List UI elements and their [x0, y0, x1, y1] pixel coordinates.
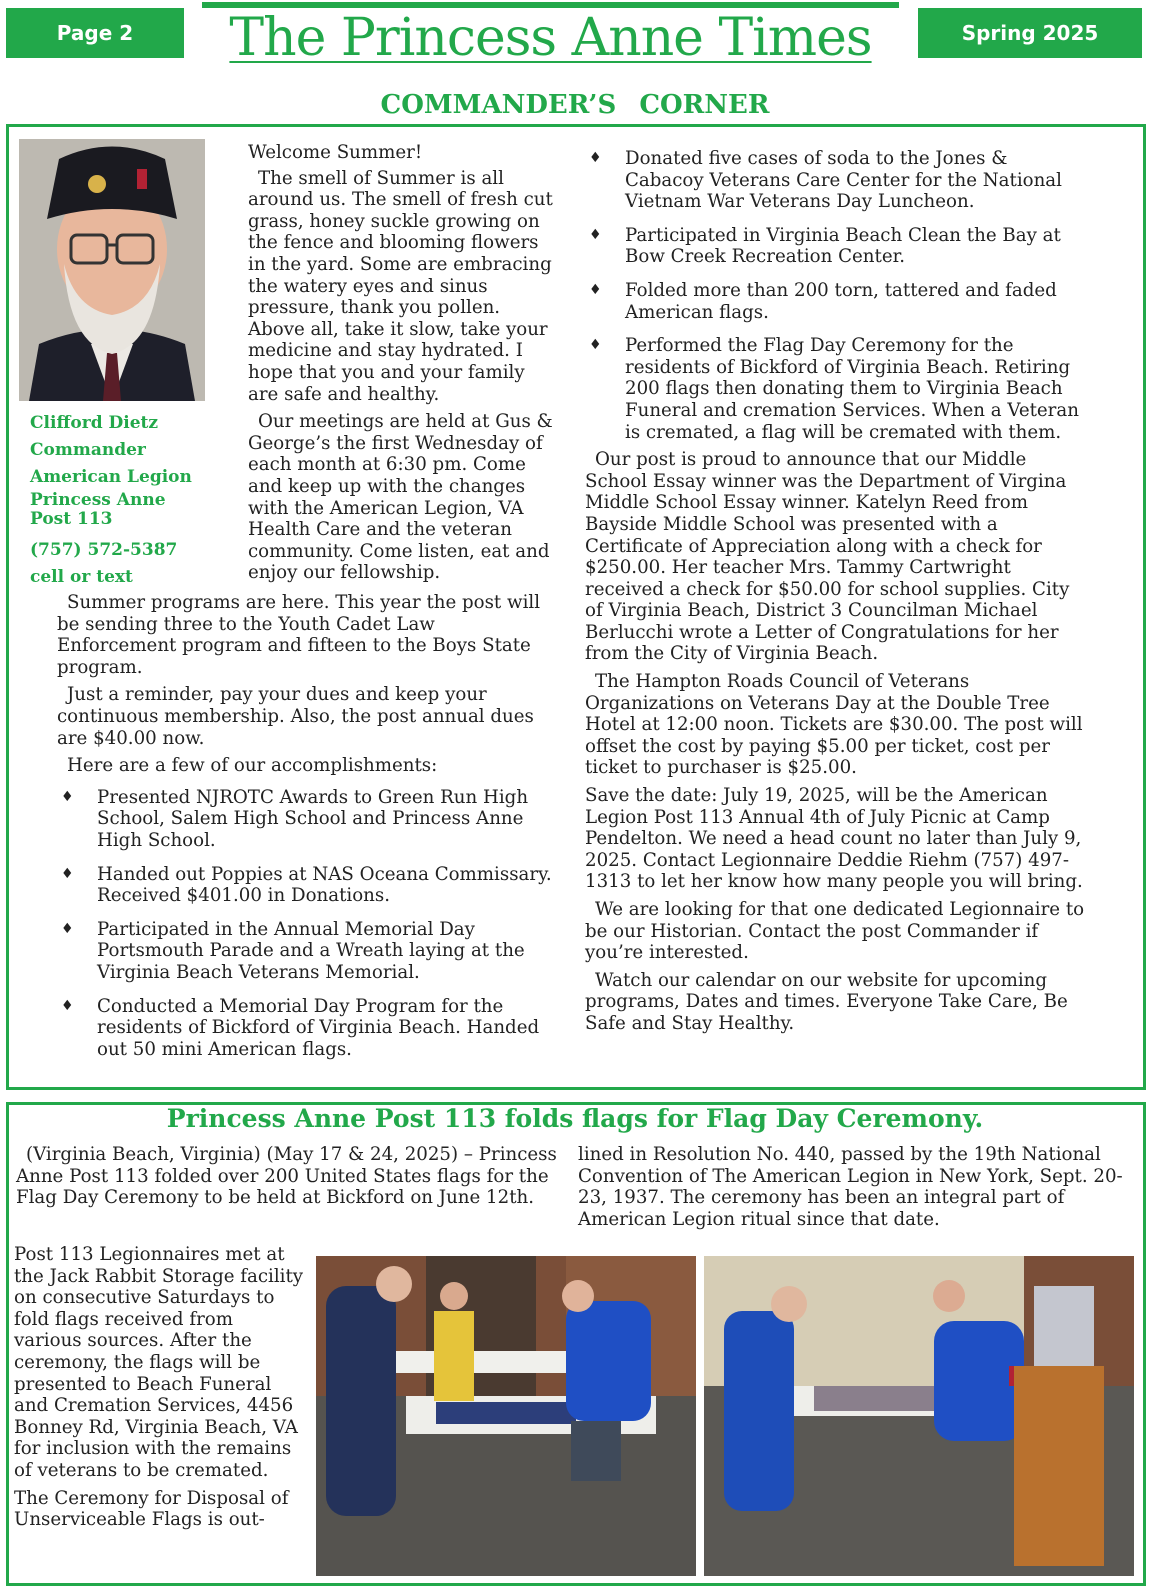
list-item: ♦ Conducted a Memorial Day Program for the residents of Bickford of Virginia Beach. Handed out 50 mini American flags. [57, 996, 557, 1061]
commander-portrait-photo [19, 139, 205, 401]
list-item: ♦ Handed out Poppies at NAS Oceana Commissary. Received $401.00 in Donations. [57, 864, 557, 907]
bio-post-line2: Post 113 [30, 509, 113, 529]
masthead-title [202, 8, 899, 68]
masthead-title-text: The Princess Anne Times [229, 8, 872, 68]
list-item: ♦ Presented NJROTC Awards to Green Run High School, Salem High School and Princess Anne High School. [57, 787, 557, 852]
bio-phone-note: cell or text [30, 567, 133, 587]
flag-folding-photo-1 [316, 1256, 696, 1576]
left-lower-column [57, 592, 557, 1072]
bio-name: Clifford Dietz [30, 413, 159, 433]
meetings-paragraph: Our meetings are held at Gus & George’s the first Wednesday of each month at 6:30 pm. Come and keep up with the changes with the American Legion, VA Health Care and the veteran community. Come listen, eat and enjoy our fellowship. [248, 411, 553, 584]
flag-story-body-text-2: The Ceremony for Disposal of Unserviceable Flags is out- [14, 1487, 289, 1531]
portrait-illustration [19, 139, 205, 401]
list-item: ♦ Participated in the Annual Memorial Day Portsmouth Parade and a Wreath laying at the Virginia Beach Veterans Memorial. [57, 919, 557, 984]
summer-paragraph: The smell of Summer is all around us. The smell of fresh cut grass, honey suckle growing on the fence and blooming flowers in the yard. Some are embracing the watery eyes and sinus pressure, thank you pollen. Above all, take it slow, take your medicine and stay hydrated. I hope that you and your family are safe and healthy. [248, 167, 553, 405]
veterans-day-paragraph: The Hampton Roads Council of Veterans Organizations on Veterans Day at the Double Tree Hotel at 12:00 noon. Tickets are $30.00. The post will offset the cost by paying $5.00 per ticket, cost per ticket to purchaser is $25.00. [585, 671, 1083, 779]
list-item: ♦ Folded more than 200 torn, tattered and faded American flags. [585, 280, 1085, 323]
flag-folding-photo-2-illustration [704, 1256, 1134, 1576]
page-number-tab [6, 8, 184, 58]
essay-winner-paragraph: Our post is proud to announce that our Middle School Essay winner was the Department of Virgina Middle School Essay winner. Katelyn Reed from Bayside Middle School was presented with a Certificate of Appreciation along with a check for $250.00. Her teacher Mrs. Tammy Cartwright received a check for $50.00 for school supplies. City of Virginia Beach, District 3 Councilman Michael Berlucchi wrote a Letter of Congratulations for her from the City of Virginia Beach. [585, 449, 1070, 665]
season-tab [918, 8, 1142, 58]
bio-phone: (757) 572-5387 [30, 540, 178, 560]
right-column [585, 148, 1085, 1041]
commanders-corner-heading: COMMANDER’S CORNER [380, 90, 770, 120]
flag-folding-photo-2 [704, 1256, 1134, 1576]
resolution-paragraph: lined in Resolution No. 440, passed by the 19th National Convention of The American Legion in New York, Sept. 20-23, 1937. The ceremony has been an integral part of American Legion ritual since that date. [578, 1144, 1123, 1230]
commander-bio [30, 410, 230, 591]
bio-role: Commander [30, 440, 146, 460]
summer-programs-paragraph: Summer programs are here. This year the post will be sending three to the Youth Cadet Law Enforcement program and fifteen to the Boys State program. [57, 592, 541, 678]
flag-story-heading: Princess Anne Post 113 folds flags for Flag Day Ceremony. [166, 1104, 984, 1133]
list-item: ♦ Donated five cases of soda to the Jones & Cabacoy Veterans Care Center for the National Vietnam War Veterans Day Luncheon. [585, 148, 1085, 213]
historian-paragraph: We are looking for that one dedicated Legionnaire to be our Historian. Contact the post Commander if you’re interested. [585, 899, 1085, 964]
flag-story-lead [16, 1144, 564, 1215]
flag-story-body [14, 1244, 306, 1537]
calendar-paragraph: Watch our calendar on our website for upcoming programs, Dates and times. Everyone Take Care, Be Safe and Stay Healthy. [585, 969, 1068, 1034]
list-item: ♦ Participated in Virginia Beach Clean the Bay at Bow Creek Recreation Center. [585, 225, 1085, 268]
flag-story-body-text: Post 113 Legionnaires met at the Jack Rabbit Storage facility on consecutive Saturdays to fold flags received from various sources. After the ceremony, the flags will be presented to Beach Funeral and Cremation Services, 4456 Bonney Rd, Virginia Beach, VA for inclusion with the remains of veterans to be cremated. [14, 1244, 304, 1481]
flag-story-lead-text: (Virginia Beach, Virginia) (May 17 & 24, 2025) – Princess Anne Post 113 folded over 200 United States flags for the Flag Day Ceremony to be held at Bickford on June 12th. [16, 1144, 557, 1209]
accomplishments-intro: Here are a few of our accomplishments: [67, 755, 438, 777]
page-number-label: Page 2 [56, 21, 134, 45]
season-label: Spring 2025 [961, 21, 1099, 45]
dues-paragraph: Just a reminder, pay your dues and keep your continuous membership. Also, the post annual dues are $40.00 now. [57, 684, 534, 749]
bio-org: American Legion [30, 467, 192, 487]
accomplishments-list-right [585, 148, 1085, 443]
accomplishments-list-left [57, 787, 557, 1061]
bio-post-line1: Princess Anne [30, 490, 166, 510]
flag-story-right-text [578, 1144, 1126, 1236]
greeting: Welcome Summer! [248, 142, 423, 163]
picnic-paragraph: Save the date: July 19, 2025, will be the American Legion Post 113 Annual 4th of July Picnic at Camp Pendelton. We need a head count no later than July 9, 2025. Contact Legionnaire Deddie Riehm (757) 497-1313 to let her know how many people you will bring. [585, 785, 1083, 893]
list-item: ♦ Performed the Flag Day Ceremony for the residents of Bickford of Virginia Beach. Retiring 200 flags then donating them to Virginia Beach Funeral and cremation Services. When a Veteran is cremated, a flag will be cremated with them. [585, 335, 1085, 443]
flag-folding-photo-1-illustration [316, 1256, 696, 1576]
intro-column [248, 142, 556, 590]
